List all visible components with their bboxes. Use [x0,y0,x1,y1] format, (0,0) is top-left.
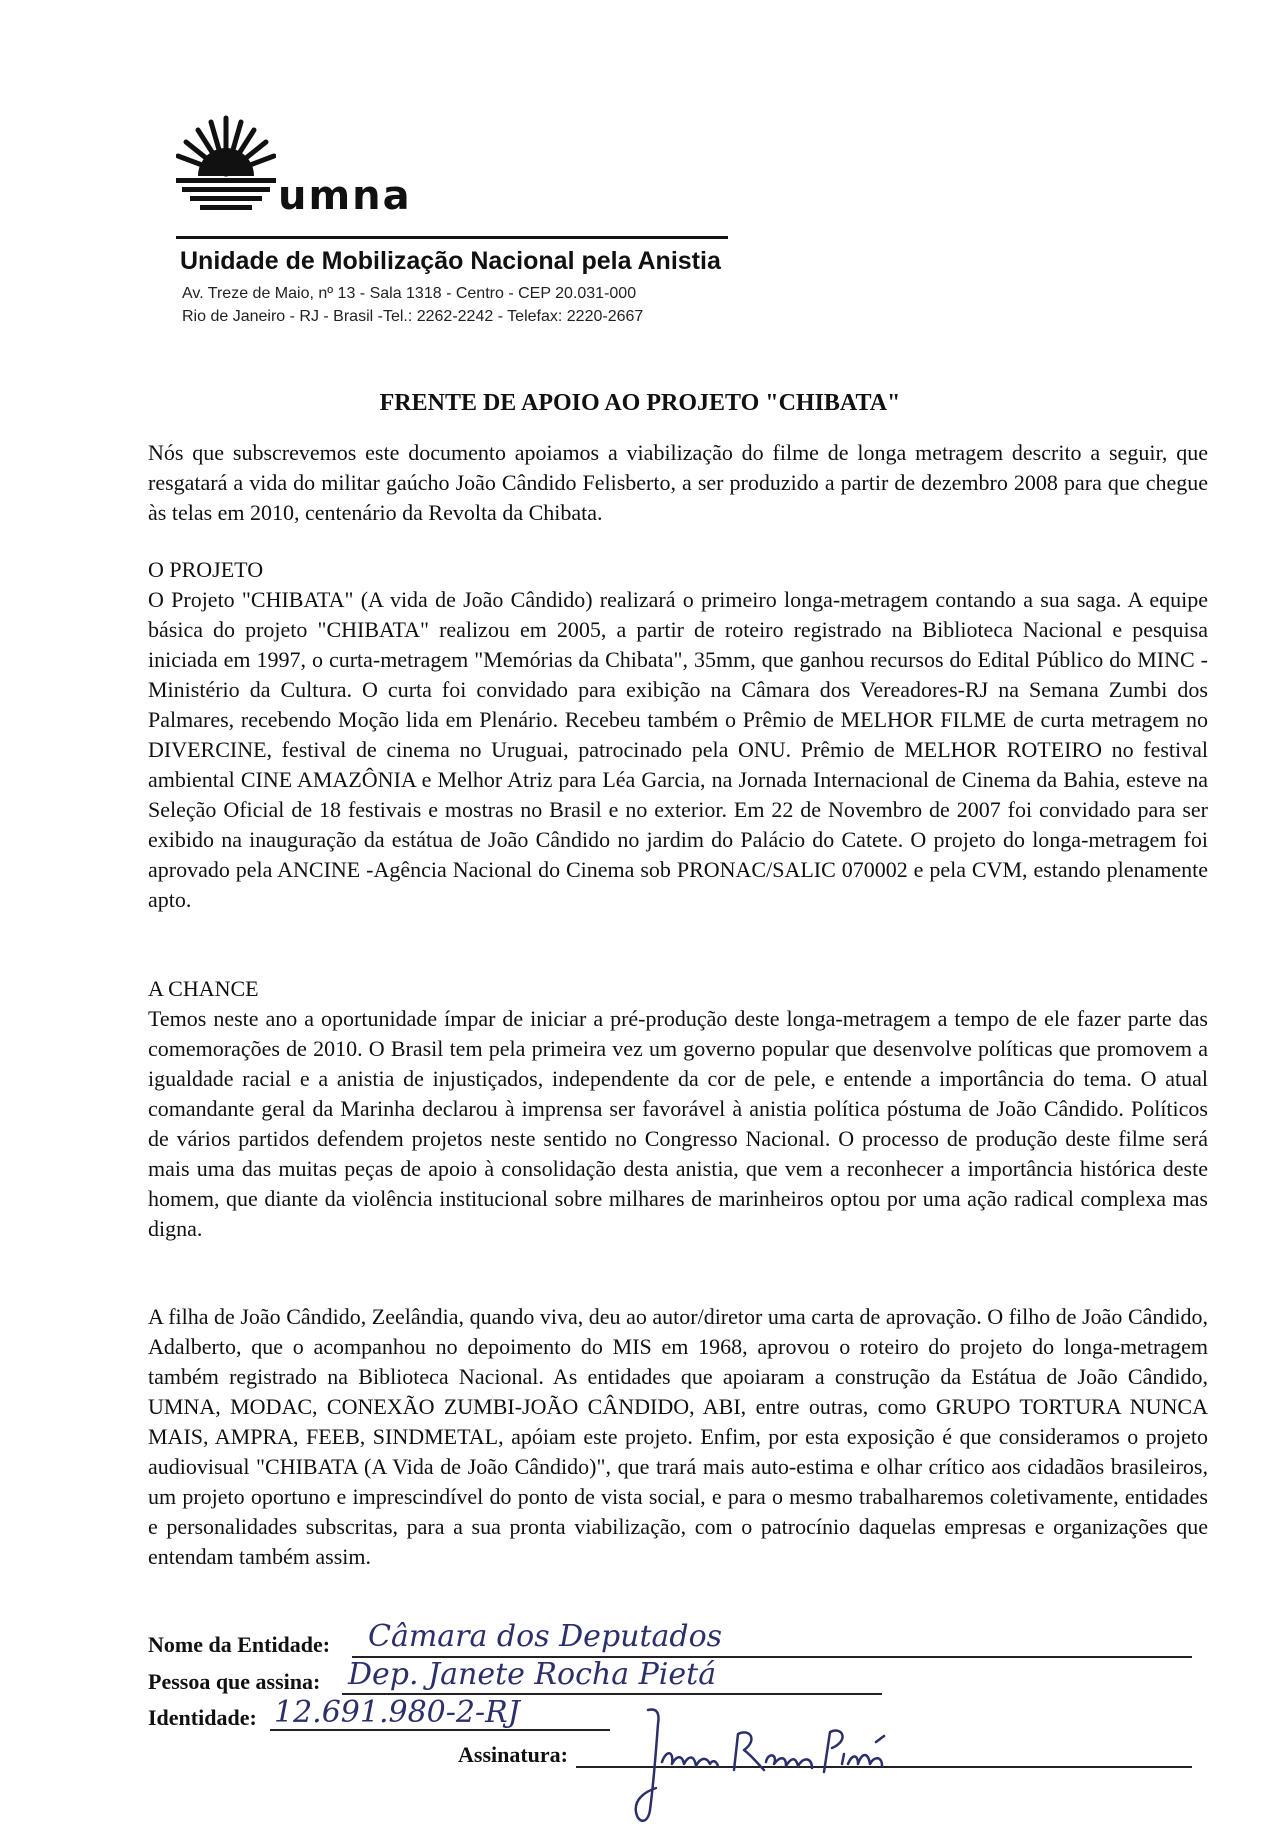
logo-wordmark: umna [278,173,412,219]
section-heading-chance: A CHANCE [148,976,259,1001]
id-label: Identidade: [148,1705,257,1730]
signer-handwritten-value: Dep. Janete Rocha Pietá [348,1657,717,1692]
entity-label: Nome da Entidade: [148,1632,331,1657]
signer-label: Pessoa que assina: [148,1669,321,1694]
organization-name: Unidade de Mobilização Nacional pela Anistia [180,247,721,275]
document-title: FRENTE DE APOIO AO PROJETO "CHIBATA" [379,390,901,416]
section-text-projeto: O Projeto "CHIBATA" (A vida de João Cândido) realizará o primeiro longa-metragem contando a sua saga. A equipe básica do projeto "CHIBATA" realizou em 2005, a partir de roteiro registrado na Biblioteca Nacional e pesquisa iniciada em 1997, o curta-metragem "Memórias da Chibata", 35mm, que ganhou recursos do Edital Público do MINC - Ministério da Cultura. O curta foi convidado para exibição na Câmara dos Vereadores-RJ na Semana Zumbi dos Palmares, recebendo Moção lida em Plenário. Recebeu também o Prêmio de MELHOR FILME de curta metragem no DIVERCINE, festival de cinema no Uruguai, patrocinado pela ONU. Prêmio de MELHOR ROTEIRO no festival ambiental CINE AMAZÔNIA e Melhor Atriz para Léa Garcia, na Jornada Internacional de Cinema da Bahia, esteve na Seleção Oficial de 18 festivais e mostras no Brasil e no exterior. Em 22 de Novembro de 2007 foi convidado para ser exibido na inauguração da estátua de João Cândido no jardim do Palácio do Catete. O projeto do longa-metragem foi aprovado pela ANCINE -Agência Nacional do Cinema sob PRONAC/SALIC 070002 e pela CVM, estando plenamente apto. [148,587,1208,912]
signature-label: Assinatura: [458,1742,569,1767]
intro-paragraph: Nós que subscrevemos este documento apoiamos a viabilização do filme de longa metragem descrito a seguir, que resgatará a vida do militar gaúcho João Cândido Felisberto, a ser produzido a partir de dezembro 2008 para que chegue às telas em 2010, centenário da Revolta da Chibata. [148,440,1208,525]
section-heading-projeto: O PROJETO [148,557,264,582]
closing-paragraph: A filha de João Cândido, Zeelândia, quando viva, deu ao autor/diretor uma carta de aprovação. O filho de João Cândido, Adalberto, que o acompanhou no depoimento do MIS em 1968, aprovou o roteiro do projeto do longa-metragem também registrado na Biblioteca Nacional. As entidades que apoiaram a construção da Estátua de João Cândido, UMNA, MODAC, CONEXÃO ZUMBI-JOÃO CÂNDIDO, ABI, entre outras, como GRUPO TORTURA NUNCA MAIS, AMPRA, FEEB, SINDMETAL, apóiam este projeto. Enfim, por esta exposição é que consideramos o projeto audiovisual "CHIBATA (A Vida de João Cândido)", que trará mais auto-estima e olhar crítico aos cidadãos brasileiros, um projeto oportuno e imprescindível do ponto de vista social, e para o mesmo trabalharemos coletivamente, entidades e personalidades subscritas, para a sua pronta viabilização, com o patrocínio daquelas empresas e organizações que entendam também assim. [148,1304,1208,1569]
umna-sunrise-logo [176,112,276,212]
letterhead-rule [176,236,728,239]
address-line-1: Av. Treze de Maio, nº 13 - Sala 1318 - Centro - CEP 20.031-000 [182,285,637,302]
section-text-chance: Temos neste ano a oportunidade ímpar de iniciar a pré-produção deste longa-metragem a tempo de ele fazer parte das comemorações de 2010. O Brasil tem pela primeira vez um governo popular que desenvolve políticas que promovem a igualdade racial e a anistia de injustiçados, independente da cor de pele, e entende a importância do tema. O atual comandante geral da Marinha declarou à imprensa ser favorável à anistia política póstuma de João Cândido. Políticos de vários partidos defendem projetos neste sentido no Congresso Nacional. O processo de produção deste filme será mais uma das muitas peças de apoio à consolidação desta anistia, que vem a reconhecer a importância histórica deste homem, que diante da violência institucional sobre milhares de marinheiros optou por uma ação radical complexa mas digna. [148,1006,1208,1241]
entity-handwritten-value: Câmara dos Deputados [368,1619,723,1654]
handwritten-signature [626,1700,926,1830]
address-line-2: Rio de Janeiro - RJ - Brasil -Tel.: 2262-2242 - Telefax: 2220-2667 [182,308,644,325]
id-handwritten-value: 12.691.980-2-RJ [274,1695,520,1730]
